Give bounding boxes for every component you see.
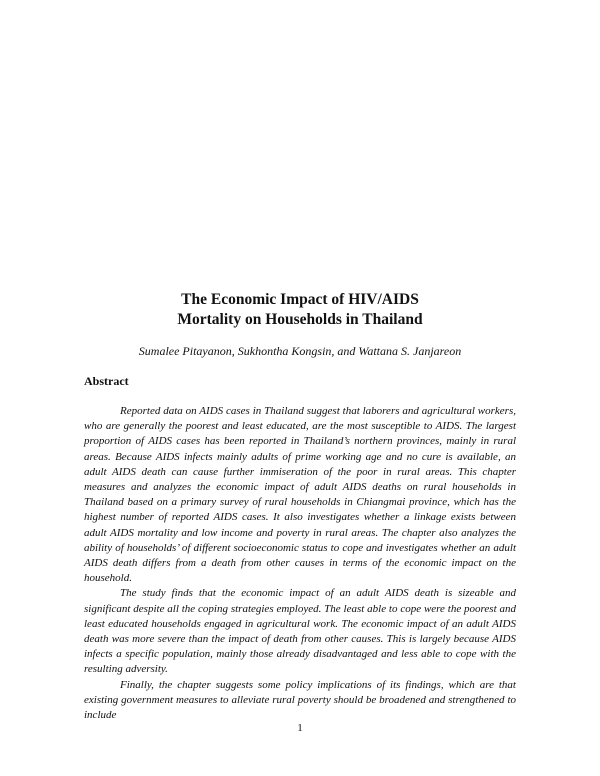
author-list: Sumalee Pitayanon, Sukhontha Kongsin, and Wattana S. Janjareon: [138, 344, 462, 358]
abstract-body: [84, 404, 516, 723]
abstract-paragraph-1: Reported data on AIDS cases in Thailand suggest that laborers and agricultural workers, who are generally the poorest and least educated, are the most susceptible to AIDS. The largest proportion of AIDS cases has been reported in Thailand’s northern provinces, mainly in rural areas. Because AIDS infects mainly adults of prime working age and no cure is available, an adult AIDS death can cause further immiseration of the poor in rural areas. This chapter measures and analyzes the economic impact of adult AIDS deaths on rural households in Thailand based on a primary survey of rural households in Chiangmai province, which has the highest number of reported AIDS cases. It also investigates whether a linkage exists between adult AIDS mortality and low income and poverty in rural areas. The chapter also analyzes the ability of households’ of different socioeconomic status to cope and investigates whether an adult AIDS death differs from a death from other causes in terms of the economic impact on the household.: [84, 405, 516, 585]
abstract-paragraph-2: The study finds that the economic impact of an adult AIDS death is sizeable and significant despite all the coping strategies employed. The least able to cope were the poorest and least educated households engaged in agricultural work. The economic impact of an adult AIDS death was more severe than the impact of death from other causes. This is largely because AIDS infects a specific population, mainly those already disadvantaged and less able to cope with the resulting adversity.: [84, 587, 516, 676]
paper-title: [0, 290, 600, 330]
title-line-2: Mortality on Households in Thailand: [177, 311, 423, 328]
title-line-1: The Economic Impact of HIV/AIDS: [181, 291, 419, 308]
abstract-paragraph-3: Finally, the chapter suggests some policy implications of its findings, which are that existing government measures to alleviate rural poverty should be broadened and strengthened to include: [84, 678, 516, 722]
abstract-heading: Abstract: [84, 374, 129, 388]
page-number: 1: [297, 722, 303, 734]
